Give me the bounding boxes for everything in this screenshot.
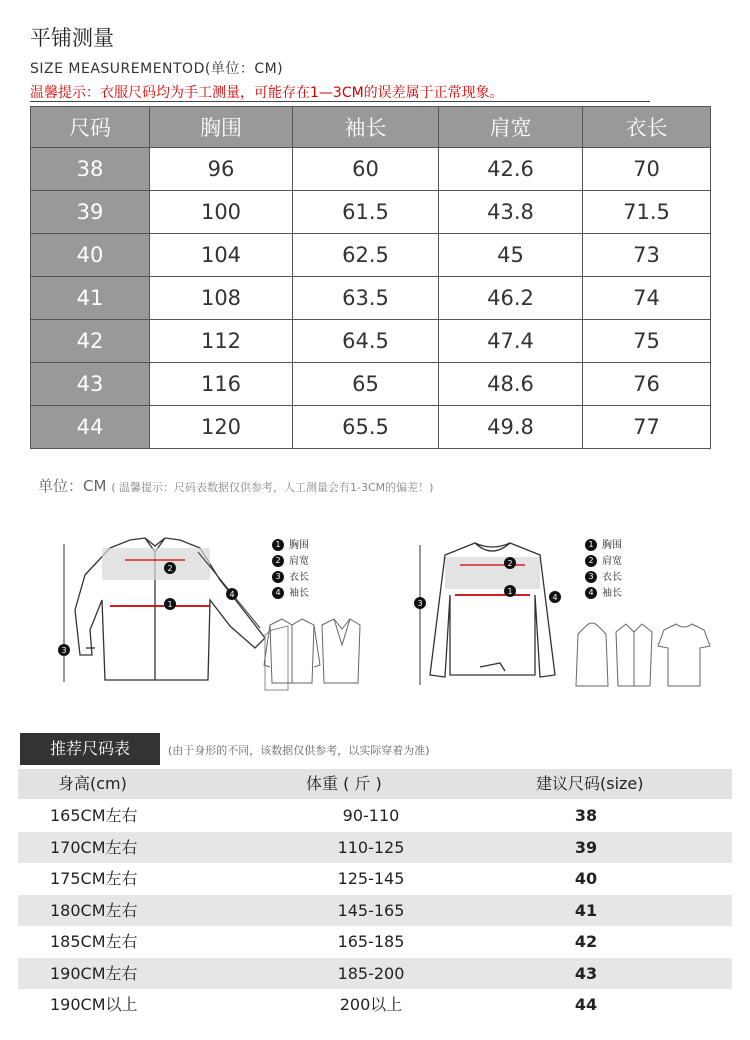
table-header-row: [31, 107, 711, 148]
weight-cell: 200以上: [339, 995, 403, 1014]
weight-cell: 165-185: [337, 932, 405, 951]
measure-cell: 61.5: [293, 191, 439, 234]
size-cell: 40: [31, 234, 150, 277]
page-subtitle: SIZE MEASUREMENTOD(单位：CM): [30, 61, 284, 77]
table-row: [31, 234, 711, 277]
marker-2-right: 2: [507, 559, 513, 568]
weight-cell: 125-145: [337, 869, 405, 888]
size-cell: 42: [574, 932, 598, 951]
list-item: [18, 958, 732, 989]
marker-4: 4: [229, 590, 235, 599]
unit-note: [38, 475, 433, 496]
legend-number-icon: 3: [272, 571, 284, 583]
measure-cell: 116: [150, 363, 293, 406]
recommend-header: 推荐尺码表: [20, 733, 160, 765]
size-cell: 43: [574, 963, 598, 983]
list-item: [18, 989, 732, 1020]
header-chest: 胸围: [150, 107, 293, 148]
size-cell: 42: [31, 320, 150, 363]
left-diagram-legend: [272, 538, 309, 602]
measure-cell: 65.5: [293, 406, 439, 449]
measure-cell: 76: [583, 363, 711, 406]
legend-label: 肩宽: [602, 556, 622, 567]
right-diagram-legend: [585, 538, 622, 602]
legend-item: [585, 538, 622, 554]
legend-item: [272, 554, 309, 570]
height-cell: 180CM左右: [50, 900, 138, 920]
size-cell: 44: [574, 995, 598, 1014]
marker-3: 3: [61, 646, 67, 655]
size-cell: 43: [31, 363, 150, 406]
measure-cell: 42.6: [439, 148, 583, 191]
weight-cell: 90-110: [342, 806, 400, 825]
legend-number-icon: 1: [272, 539, 284, 551]
measure-cell: 74: [583, 277, 711, 320]
legend-item: [272, 570, 309, 586]
weight-cell: 110-125: [337, 837, 405, 857]
legend-number-icon: 3: [585, 571, 597, 583]
measure-cell: 48.6: [439, 363, 583, 406]
measure-cell: 43.8: [439, 191, 583, 234]
measure-cell: 46.2: [439, 277, 583, 320]
legend-label: 衣长: [289, 572, 309, 583]
jacket-thumbnails-icon: [262, 615, 362, 690]
size-cell: 39: [31, 191, 150, 234]
divider: [30, 101, 650, 102]
legend-number-icon: 2: [585, 555, 597, 567]
col-height: 身高(cm): [58, 774, 127, 793]
size-cell: 39: [574, 837, 598, 857]
legend-item: [272, 586, 309, 602]
measure-cell: 96: [150, 148, 293, 191]
legend-item: [272, 538, 309, 554]
legend-label: 胸围: [602, 540, 622, 551]
measure-cell: 112: [150, 320, 293, 363]
measure-cell: 47.4: [439, 320, 583, 363]
measure-cell: 49.8: [439, 406, 583, 449]
recommend-column-headers: [18, 769, 732, 799]
col-size: 建议尺码(size): [536, 774, 644, 793]
legend-label: 肩宽: [289, 556, 309, 567]
table-row: [31, 277, 711, 320]
measure-cell: 120: [150, 406, 293, 449]
measure-cell: 77: [583, 406, 711, 449]
table-row: [31, 406, 711, 449]
header-length: 衣长: [583, 107, 711, 148]
col-weight: 体重 ( 斤 ): [306, 774, 382, 793]
header-size: 尺码: [31, 107, 150, 148]
size-cell: 41: [31, 277, 150, 320]
legend-number-icon: 4: [585, 587, 597, 599]
size-cell: 38: [31, 148, 150, 191]
height-cell: 165CM左右: [50, 806, 138, 825]
size-cell: 41: [574, 900, 598, 920]
legend-item: [585, 570, 622, 586]
shirt-measurement-diagram: [50, 530, 290, 695]
knitwear-thumbnails-icon: [572, 620, 712, 692]
list-item: [18, 832, 732, 863]
measure-cell: 71.5: [583, 191, 711, 234]
list-item: [18, 895, 732, 926]
measure-cell: 73: [583, 234, 711, 277]
weight-cell: 185-200: [337, 963, 405, 983]
measure-cell: 63.5: [293, 277, 439, 320]
legend-number-icon: 4: [272, 587, 284, 599]
list-item: [18, 926, 732, 957]
legend-label: 胸围: [289, 540, 309, 551]
legend-label: 袖长: [602, 588, 622, 599]
marker-2: 2: [167, 564, 173, 573]
unit-tip: ( 温馨提示：尺码表数据仅供参考，人工测量会有1-3CM的偏差！): [111, 481, 434, 494]
sweater-measurement-diagram: [410, 535, 570, 695]
marker-4-right: 4: [552, 593, 558, 602]
legend-label: 衣长: [602, 572, 622, 583]
size-cell: 40: [574, 869, 598, 888]
page-title: 平铺测量: [30, 26, 114, 50]
warning-text: 温馨提示：衣服尺码均为手工测量，可能存在1—3CM的误差属于正常现象。: [30, 85, 504, 101]
marker-1-right: 1: [507, 587, 513, 596]
legend-number-icon: 2: [272, 555, 284, 567]
header-sleeve: 袖长: [293, 107, 439, 148]
measure-cell: 75: [583, 320, 711, 363]
legend-number-icon: 1: [585, 539, 597, 551]
measure-cell: 108: [150, 277, 293, 320]
weight-cell: 145-165: [337, 900, 405, 920]
legend-item: [585, 586, 622, 602]
height-cell: 185CM左右: [50, 932, 138, 951]
measure-cell: 104: [150, 234, 293, 277]
list-item: [18, 863, 732, 894]
measure-cell: 45: [439, 234, 583, 277]
height-cell: 190CM以上: [50, 995, 138, 1014]
unit-label: 单位：CM: [38, 477, 107, 495]
table-row: [31, 320, 711, 363]
measure-cell: 62.5: [293, 234, 439, 277]
height-cell: 190CM左右: [50, 963, 138, 983]
legend-label: 袖长: [289, 588, 309, 599]
measure-cell: 100: [150, 191, 293, 234]
measure-cell: 64.5: [293, 320, 439, 363]
table-row: [31, 191, 711, 234]
height-cell: 170CM左右: [50, 837, 138, 857]
measure-cell: 70: [583, 148, 711, 191]
height-cell: 175CM左右: [50, 869, 138, 888]
table-row: [31, 148, 711, 191]
measure-cell: 60: [293, 148, 439, 191]
legend-item: [585, 554, 622, 570]
table-row: [31, 363, 711, 406]
header-shoulder: 肩宽: [439, 107, 583, 148]
size-cell: 38: [574, 806, 598, 825]
recommend-note: (由于身形的不同，该数据仅供参考，以实际穿着为准): [168, 744, 430, 757]
marker-3-right: 3: [417, 599, 423, 608]
size-cell: 44: [31, 406, 150, 449]
size-measurement-table: [30, 106, 711, 449]
measure-cell: 65: [293, 363, 439, 406]
list-item: [18, 800, 732, 831]
marker-1: 1: [167, 600, 173, 609]
